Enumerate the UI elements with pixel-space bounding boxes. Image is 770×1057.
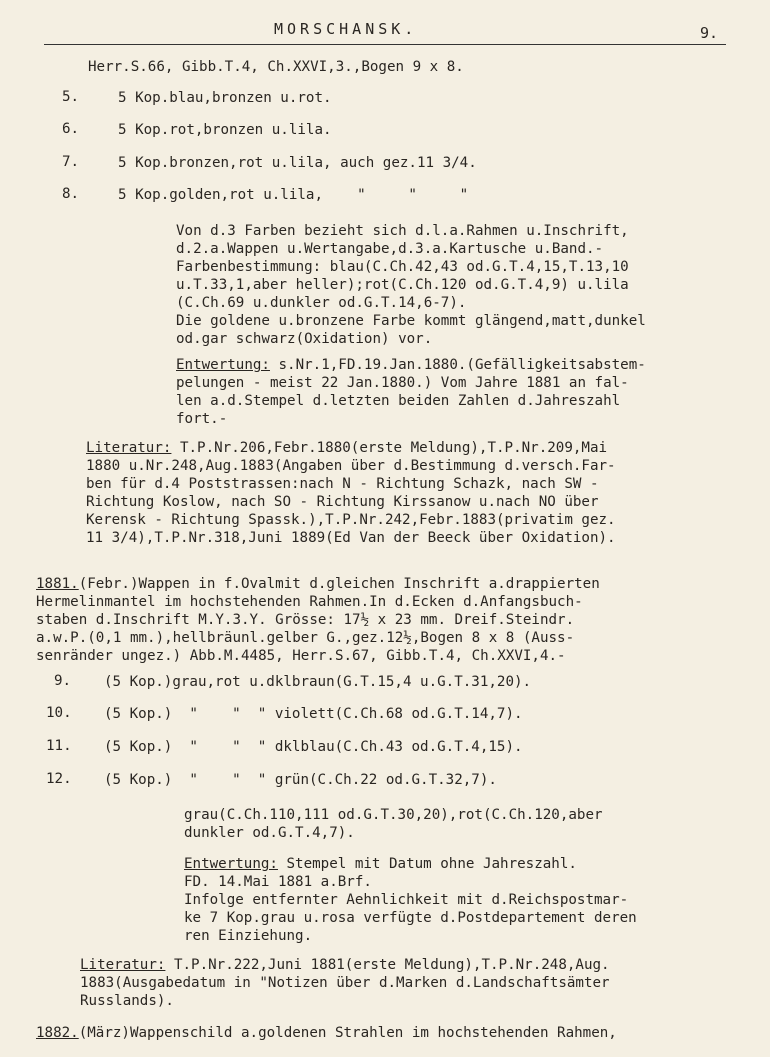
- entwertung-line: ren Einziehung.: [184, 928, 313, 944]
- literatur-label: Literatur:: [80, 957, 166, 973]
- item-text: (5 Kop.) " " " grün(C.Ch.22 od.G.T.32,7).: [104, 772, 497, 788]
- issue-text: (Febr.)Wappen in f.Ovalmit d.gleichen Inschrift a.drappierten: [78, 576, 600, 592]
- literatur-line: 11 3/4),T.P.Nr.318,Juni 1889(Ed Van der Beeck über Oxidation).: [86, 530, 616, 546]
- issue-year: 1881.: [36, 576, 79, 592]
- item-number: 8.: [62, 186, 80, 202]
- literatur-line: Russlands).: [80, 993, 174, 1009]
- issue-1881-line: Hermelinmantel im hochstehenden Rahmen.In d.Ecken d.Anfangsbuch-: [36, 594, 583, 610]
- literatur-text: T.P.Nr.206,Febr.1880(erste Meldung),T.P.Nr.209,Mai: [171, 440, 608, 456]
- colors-line: Von d.3 Farben bezieht sich d.l.a.Rahmen u.Inschrift,: [176, 223, 629, 239]
- colors-line: Die goldene u.bronzene Farbe kommt glängend,matt,dunkel: [176, 313, 646, 329]
- literatur-line: Kerensk - Richtung Spassk.),T.P.Nr.242,Febr.1883(privatim gez.: [86, 512, 616, 528]
- colors-line: d.2.a.Wappen u.Wertangabe,d.3.a.Kartusche u.Band.-: [176, 241, 604, 257]
- literatur-line: Richtung Koslow, nach SO - Richtung Kirssanow u.nach NO über: [86, 494, 599, 510]
- entwertung-line: [184, 855, 577, 873]
- colors-line: Farbenbestimmung: blau(C.Ch.42,43 od.G.T.4,15,T.13,10: [176, 259, 629, 275]
- literatur-line: 1883(Ausgabedatum in "Notizen über d.Marken d.Landschaftsämter: [80, 975, 610, 991]
- page-number: 9.: [699, 24, 718, 42]
- entwertung-line: ke 7 Kop.grau u.rosa verfügte d.Postdepartement deren: [184, 910, 637, 926]
- entwertung-line: len a.d.Stempel d.letzten beiden Zahlen d.Jahreszahl: [176, 393, 621, 409]
- entwertung-text: s.Nr.1,FD.19.Jan.1880.(Gefälligkeitsabstem-: [269, 357, 646, 373]
- intro-line: Herr.S.66, Gibb.T.4, Ch.XXVI,3.,Bogen 9 x 8.: [88, 59, 464, 75]
- colors-line: od.gar schwarz(Oxidation) vor.: [176, 331, 433, 347]
- item-number: 9.: [54, 673, 72, 689]
- entwertung-label: Entwertung:: [184, 856, 278, 872]
- issue-1881-line: senränder ungez.) Abb.M.4485, Herr.S.67, Gibb.T.4, Ch.XXVI,4.-: [36, 648, 566, 664]
- entwertung-line: fort.-: [176, 411, 228, 427]
- item-text: (5 Kop.) " " " violett(C.Ch.68 od.G.T.14,7).: [104, 706, 523, 722]
- item-text: (5 Kop.)grau,rot u.dklbraun(G.T.15,4 u.G.T.31,20).: [104, 674, 532, 690]
- entwertung-text: Stempel mit Datum ohne Jahreszahl.: [277, 856, 577, 872]
- issue-year: 1882.: [36, 1025, 79, 1041]
- literatur-line: [86, 439, 607, 457]
- entwertung-line: Infolge entfernter Aehnlichkeit mit d.Reichspostmar-: [184, 892, 629, 908]
- item-text: (5 Kop.) " " " dklblau(C.Ch.43 od.G.T.4,15).: [104, 739, 523, 755]
- literatur-text: T.P.Nr.222,Juni 1881(erste Meldung),T.P.Nr.248,Aug.: [165, 957, 610, 973]
- entwertung-line: pelungen - meist 22 Jan.1880.) Vom Jahre 1881 an fal-: [176, 375, 629, 391]
- item-number: 12.: [46, 771, 72, 787]
- item-number: 10.: [46, 705, 72, 721]
- literatur-line: 1880 u.Nr.248,Aug.1883(Angaben über d.Bestimmung d.versch.Far-: [86, 458, 616, 474]
- page-header: [44, 20, 726, 45]
- item-number: 7.: [62, 154, 80, 170]
- literatur-line: ben für d.4 Poststrassen:nach N - Richtung Schazk, nach SW -: [86, 476, 599, 492]
- issue-1881-line: a.w.P.(0,1 mm.),hellbräunl.gelber G.,gez.12½,Bogen 8 x 8 (Auss-: [36, 630, 575, 646]
- item-text: 5 Kop.bronzen,rot u.lila, auch gez.11 3/4.: [118, 155, 477, 171]
- item-number: 11.: [46, 738, 72, 754]
- item-number: 6.: [62, 121, 80, 137]
- entwertung-line: FD. 14.Mai 1881 a.Brf.: [184, 874, 372, 890]
- item-text: 5 Kop.blau,bronzen u.rot.: [118, 90, 332, 106]
- item-text: 5 Kop.rot,bronzen u.lila.: [118, 122, 332, 138]
- literatur-label: Literatur:: [86, 440, 172, 456]
- entwertung-line: [176, 356, 646, 374]
- item-number: 5.: [62, 89, 80, 105]
- entwertung-label: Entwertung:: [176, 357, 270, 373]
- literatur-line: [80, 956, 610, 974]
- colors-line: (C.Ch.69 u.dunkler od.G.T.14,6-7).: [176, 295, 467, 311]
- item-text: 5 Kop.golden,rot u.lila, " " ": [118, 187, 469, 203]
- grau-line: dunkler od.G.T.4,7).: [184, 825, 355, 841]
- issue-1881-line: staben d.Inschrift M.Y.3.Y. Grösse: 17½ x 23 mm. Dreif.Steindr.: [36, 612, 575, 628]
- issue-text: (März)Wappenschild a.goldenen Strahlen im hochstehenden Rahmen,: [78, 1025, 617, 1041]
- issue-1882-line: [36, 1024, 617, 1042]
- page-title: MORSCHANSK.: [274, 20, 418, 38]
- colors-line: u.T.33,1,aber heller);rot(C.Ch.120 od.G.T.4,9) u.lila: [176, 277, 629, 293]
- issue-1881-line: [36, 575, 600, 593]
- grau-line: grau(C.Ch.110,111 od.G.T.30,20),rot(C.Ch.120,aber: [184, 807, 603, 823]
